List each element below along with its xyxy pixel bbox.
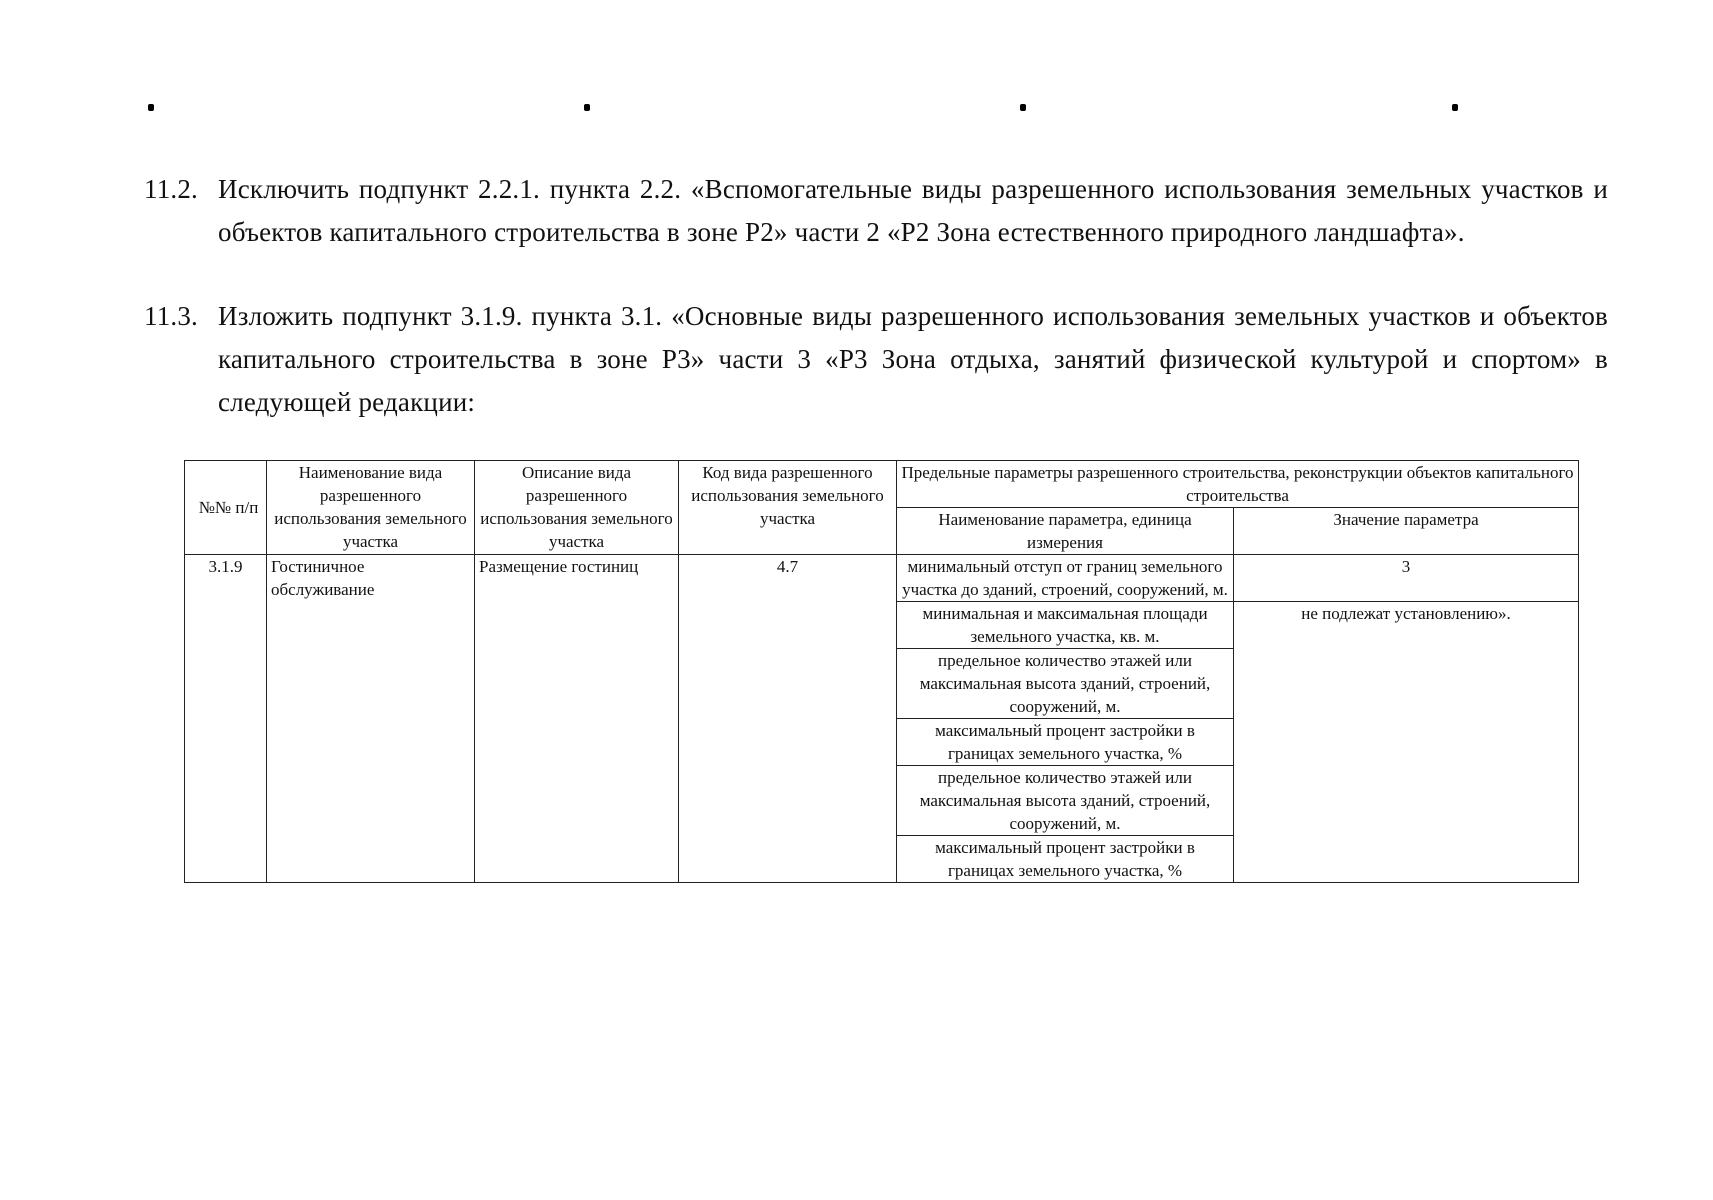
paragraph-number: 11.2. <box>144 174 198 204</box>
table-row <box>185 555 1579 602</box>
cell-name: Гостиничное обслуживание <box>267 555 475 883</box>
paragraph-11-2 <box>144 168 1608 254</box>
table-header-row <box>185 461 1579 508</box>
cell-code: 4.7 <box>679 555 897 883</box>
scan-mark-4 <box>1452 104 1458 111</box>
cell-param-value-merged: не подлежат установлению». <box>1234 602 1579 883</box>
header-name: Наименование вида разрешенного использования земельного участка <box>267 461 475 555</box>
regulation-table <box>184 460 1579 883</box>
scan-mark-1 <box>148 104 154 111</box>
cell-param-name: максимальный процент застройки в границах земельного участка, % <box>897 719 1234 766</box>
cell-param-name: максимальный процент застройки в границах земельного участка, % <box>897 836 1234 883</box>
header-num: №№ п/п <box>185 461 267 555</box>
paragraph-text: Исключить подпункт 2.2.1. пункта 2.2. «Вспомогательные виды разрешенного использования земельных участков и объектов капитального строительства в зоне Р2» части 2 «Р2 Зона естественного природного ландшафта». <box>218 174 1608 247</box>
header-param-name: Наименование параметра, единица измерения <box>897 508 1234 555</box>
header-limits: Предельные параметры разрешенного строительства, реконструкции объектов капитального строительства <box>897 461 1579 508</box>
cell-param-name: минимальный отступ от границ земельного участка до зданий, строений, сооружений, м. <box>897 555 1234 602</box>
cell-param-name: предельное количество этажей или максимальная высота зданий, строений, сооружений, м. <box>897 766 1234 836</box>
paragraph-11-3 <box>144 295 1608 424</box>
header-description: Описание вида разрешенного использования земельного участка <box>475 461 679 555</box>
cell-description: Размещение гостиниц <box>475 555 679 883</box>
header-param-value: Значение параметра <box>1234 508 1579 555</box>
cell-param-value: 3 <box>1234 555 1579 602</box>
paragraph-number: 11.3. <box>144 301 198 331</box>
paragraph-text: Изложить подпункт 3.1.9. пункта 3.1. «Основные виды разрешенного использования земельных участков и объектов капитального строительства в зоне Р3» части 3 «Р3 Зона отдыха, занятий физической культурой и спортом» в следующей редакции: <box>218 301 1608 417</box>
cell-param-name: минимальная и максимальная площади земельного участка, кв. м. <box>897 602 1234 649</box>
header-code: Код вида разрешенного использования земельного участка <box>679 461 897 555</box>
cell-param-name: предельное количество этажей или максимальная высота зданий, строений, сооружений, м. <box>897 649 1234 719</box>
scan-mark-2 <box>584 104 590 111</box>
cell-num: 3.1.9 <box>185 555 267 883</box>
scan-mark-3 <box>1020 104 1026 111</box>
